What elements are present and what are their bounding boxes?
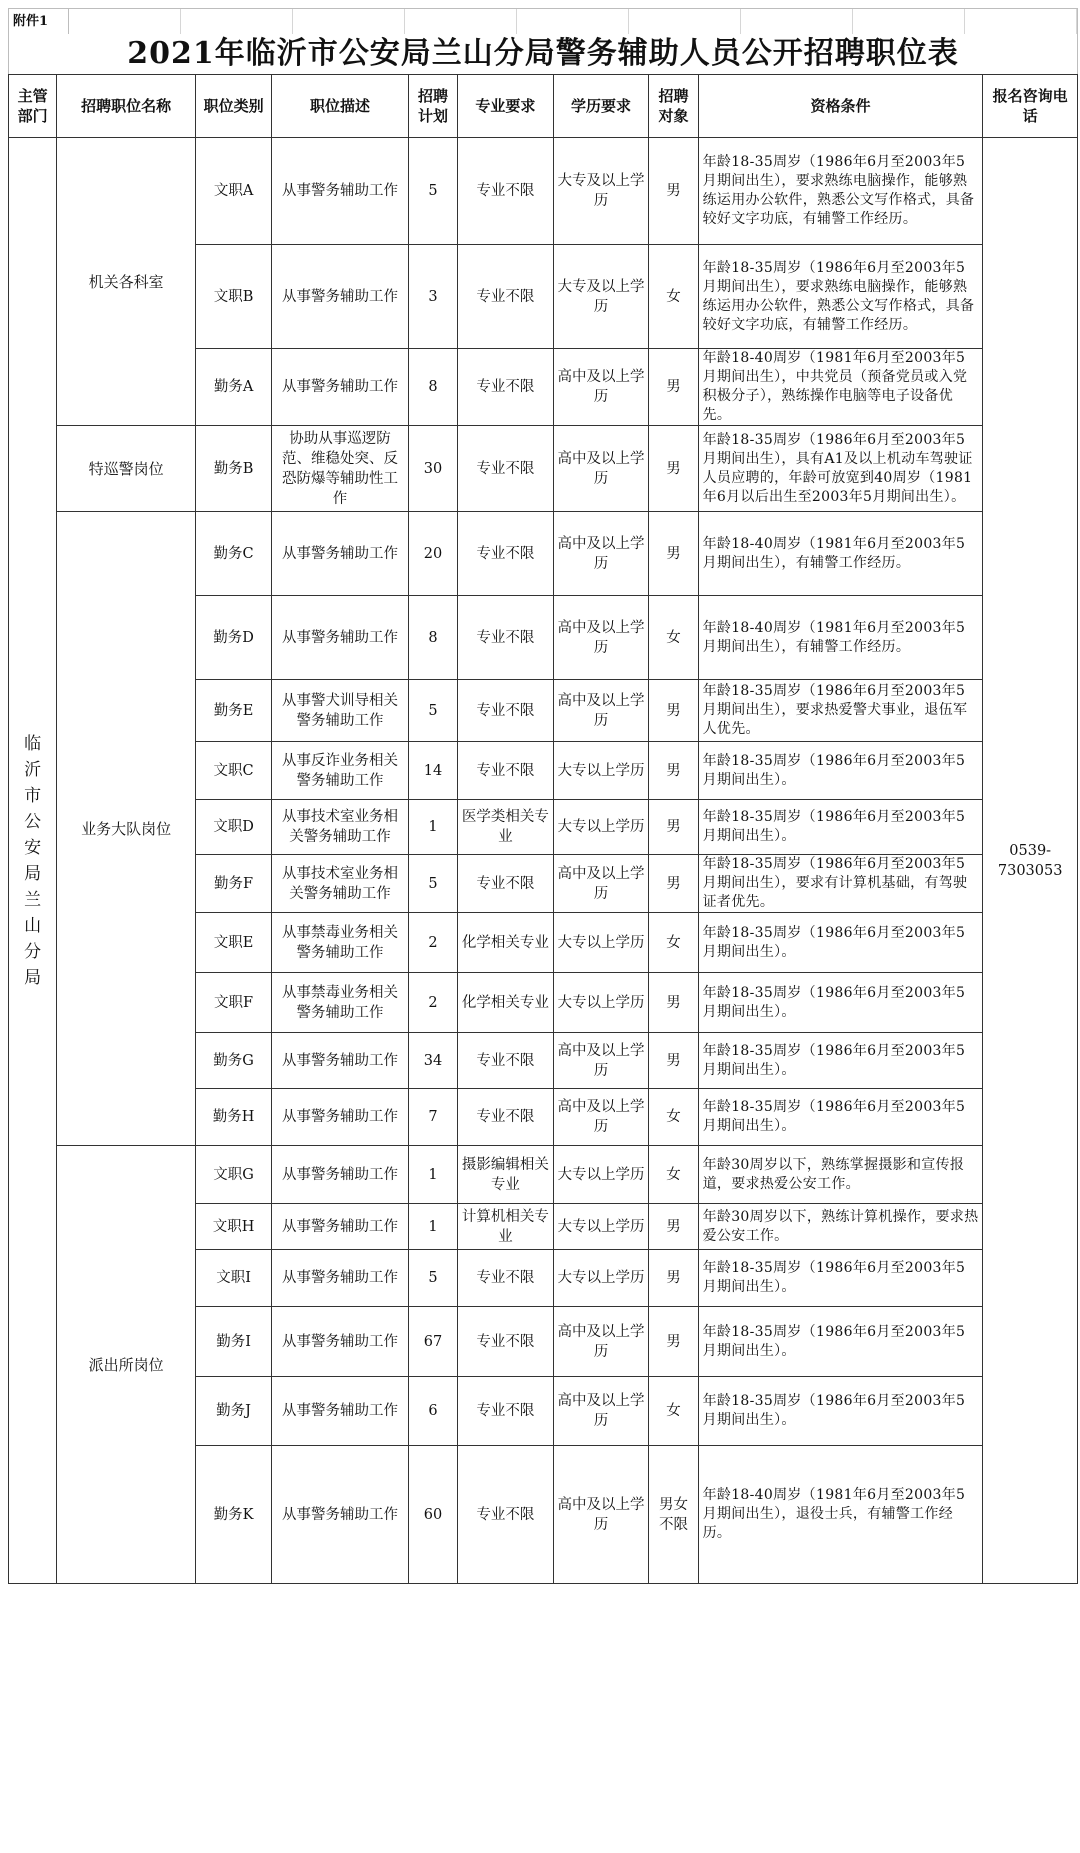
target-cell: 男 [649,1250,698,1307]
major-cell: 专业不限 [458,1250,554,1307]
job-table-sheet [8,8,1078,1584]
qualification-cell: 年龄18-35周岁（1986年6月至2003年5月期间出生）。 [698,913,983,973]
category-cell: 文职I [196,1250,272,1307]
attachment-label: 附件1 [9,9,69,34]
table-row [9,426,1078,512]
description-cell: 从事警务辅助工作 [272,1204,409,1250]
category-cell: 文职B [196,245,272,349]
education-cell: 大专及以上学历 [553,138,649,245]
header-education: 学历要求 [553,75,649,138]
target-cell: 女 [649,245,698,349]
education-cell: 大专以上学历 [553,913,649,973]
major-cell: 计算机相关专业 [458,1204,554,1250]
attachment-row [8,8,1078,34]
target-cell: 女 [649,1146,698,1204]
major-cell: 专业不限 [458,1377,554,1446]
plan-count-cell: 34 [408,1033,457,1089]
qualification-cell: 年龄18-35周岁（1986年6月至2003年5月期间出生），要求有计算机基础，有驾驶证者优先。 [698,855,983,913]
table-row [9,512,1078,596]
header-position-name: 招聘职位名称 [57,75,196,138]
header-category: 职位类别 [196,75,272,138]
education-cell: 高中及以上学历 [553,1307,649,1377]
category-cell: 勤务A [196,349,272,426]
plan-count-cell: 8 [408,349,457,426]
education-cell: 高中及以上学历 [553,1377,649,1446]
grid-cell [853,9,965,34]
major-cell: 专业不限 [458,680,554,742]
education-cell: 高中及以上学历 [553,512,649,596]
plan-count-cell: 1 [408,1146,457,1204]
education-cell: 大专以上学历 [553,1146,649,1204]
category-cell: 文职D [196,800,272,855]
description-cell: 从事警务辅助工作 [272,1089,409,1146]
description-cell: 从事警务辅助工作 [272,1307,409,1377]
category-cell: 勤务J [196,1377,272,1446]
grid-cell [965,9,1077,34]
category-cell: 文职C [196,742,272,800]
education-cell: 高中及以上学历 [553,680,649,742]
description-cell: 从事警务辅助工作 [272,596,409,680]
category-cell: 文职A [196,138,272,245]
target-cell: 男 [649,855,698,913]
target-cell: 女 [649,1377,698,1446]
job-table-body [9,138,1078,1584]
department-cell: 临沂市公安局兰山分局 [9,138,57,1584]
target-cell: 男 [649,138,698,245]
target-cell: 男 [649,1307,698,1377]
target-cell: 男 [649,742,698,800]
category-cell: 勤务H [196,1089,272,1146]
education-cell: 大专以上学历 [553,1250,649,1307]
position-group-cell: 派出所岗位 [57,1146,196,1584]
page-title: 2021年临沂市公安局兰山分局警务辅助人员公开招聘职位表 [8,34,1078,74]
description-cell: 从事警务辅助工作 [272,512,409,596]
header-department: 主管部门 [9,75,57,138]
education-cell: 高中及以上学历 [553,349,649,426]
qualification-cell: 年龄18-35周岁（1986年6月至2003年5月期间出生）。 [698,1250,983,1307]
header-plan: 招聘计划 [408,75,457,138]
job-table [8,74,1078,1584]
education-cell: 高中及以上学历 [553,1033,649,1089]
category-cell: 勤务C [196,512,272,596]
category-cell: 勤务E [196,680,272,742]
qualification-cell: 年龄30周岁以下，熟练计算机操作，要求热爱公安工作。 [698,1204,983,1250]
header-qualification: 资格条件 [698,75,983,138]
grid-cell [405,9,517,34]
category-cell: 勤务B [196,426,272,512]
target-cell: 男 [649,1204,698,1250]
phone-cell: 0539-7303053 [983,138,1078,1584]
description-cell: 从事警务辅助工作 [272,1146,409,1204]
category-cell: 文职E [196,913,272,973]
target-cell: 男 [649,426,698,512]
target-cell: 男 [649,1033,698,1089]
qualification-cell: 年龄18-35周岁（1986年6月至2003年5月期间出生）。 [698,1033,983,1089]
grid-cell [181,9,293,34]
qualification-cell: 年龄18-35周岁（1986年6月至2003年5月期间出生）。 [698,1307,983,1377]
category-cell: 勤务G [196,1033,272,1089]
major-cell: 化学相关专业 [458,973,554,1033]
header-description: 职位描述 [272,75,409,138]
major-cell: 专业不限 [458,1089,554,1146]
header-phone: 报名咨询电话 [983,75,1078,138]
major-cell: 专业不限 [458,349,554,426]
category-cell: 勤务D [196,596,272,680]
category-cell: 文职F [196,973,272,1033]
plan-count-cell: 5 [408,1250,457,1307]
position-group-cell: 特巡警岗位 [57,426,196,512]
qualification-cell: 年龄18-35周岁（1986年6月至2003年5月期间出生）。 [698,1089,983,1146]
major-cell: 专业不限 [458,596,554,680]
target-cell: 女 [649,913,698,973]
major-cell: 医学类相关专业 [458,800,554,855]
target-cell: 男 [649,512,698,596]
education-cell: 高中及以上学历 [553,1446,649,1584]
description-cell: 从事警务辅助工作 [272,1446,409,1584]
grid-cell [741,9,853,34]
table-row [9,1146,1078,1204]
qualification-cell: 年龄18-40周岁（1981年6月至2003年5月期间出生），退役士兵，有辅警工作经历。 [698,1446,983,1584]
target-cell: 男女不限 [649,1446,698,1584]
plan-count-cell: 30 [408,426,457,512]
target-cell: 男 [649,680,698,742]
grid-cell [517,9,629,34]
description-cell: 从事警犬训导相关警务辅助工作 [272,680,409,742]
plan-count-cell: 60 [408,1446,457,1584]
target-cell: 女 [649,596,698,680]
category-cell: 勤务F [196,855,272,913]
plan-count-cell: 8 [408,596,457,680]
target-cell: 女 [649,1089,698,1146]
plan-count-cell: 14 [408,742,457,800]
description-cell: 从事警务辅助工作 [272,1033,409,1089]
education-cell: 高中及以上学历 [553,596,649,680]
major-cell: 专业不限 [458,138,554,245]
qualification-cell: 年龄30周岁以下，熟练掌握摄影和宣传报道，要求热爱公安工作。 [698,1146,983,1204]
education-cell: 高中及以上学历 [553,1089,649,1146]
description-cell: 从事技术室业务相关警务辅助工作 [272,800,409,855]
header-major: 专业要求 [458,75,554,138]
education-cell: 大专以上学历 [553,742,649,800]
qualification-cell: 年龄18-40周岁（1981年6月至2003年5月期间出生），有辅警工作经历。 [698,596,983,680]
plan-count-cell: 3 [408,245,457,349]
major-cell: 专业不限 [458,742,554,800]
plan-count-cell: 2 [408,973,457,1033]
description-cell: 从事警务辅助工作 [272,1250,409,1307]
category-cell: 文职H [196,1204,272,1250]
education-cell: 高中及以上学历 [553,426,649,512]
qualification-cell: 年龄18-35周岁（1986年6月至2003年5月期间出生）。 [698,742,983,800]
major-cell: 专业不限 [458,1307,554,1377]
qualification-cell: 年龄18-35周岁（1986年6月至2003年5月期间出生），要求熟练电脑操作，能够熟练运用办公软件，熟悉公文写作格式，具备较好文字功底，有辅警工作经历。 [698,245,983,349]
qualification-cell: 年龄18-35周岁（1986年6月至2003年5月期间出生）。 [698,973,983,1033]
plan-count-cell: 67 [408,1307,457,1377]
plan-count-cell: 5 [408,138,457,245]
header-row [9,75,1078,138]
education-cell: 高中及以上学历 [553,855,649,913]
plan-count-cell: 2 [408,913,457,973]
description-cell: 从事反诈业务相关警务辅助工作 [272,742,409,800]
category-cell: 勤务I [196,1307,272,1377]
education-cell: 大专以上学历 [553,800,649,855]
qualification-cell: 年龄18-35周岁（1986年6月至2003年5月期间出生），具有A1及以上机动车驾驶证人员应聘的，年龄可放宽到40周岁（1981年6月以后出生至2003年5月期间出生）。 [698,426,983,512]
qualification-cell: 年龄18-35周岁（1986年6月至2003年5月期间出生）。 [698,1377,983,1446]
description-cell: 从事警务辅助工作 [272,1377,409,1446]
description-cell: 从事禁毒业务相关警务辅助工作 [272,973,409,1033]
position-group-cell: 业务大队岗位 [57,512,196,1146]
plan-count-cell: 1 [408,800,457,855]
target-cell: 男 [649,349,698,426]
plan-count-cell: 7 [408,1089,457,1146]
major-cell: 专业不限 [458,245,554,349]
plan-count-cell: 5 [408,855,457,913]
education-cell: 大专以上学历 [553,973,649,1033]
major-cell: 化学相关专业 [458,913,554,973]
plan-count-cell: 20 [408,512,457,596]
education-cell: 大专及以上学历 [553,245,649,349]
major-cell: 专业不限 [458,855,554,913]
major-cell: 专业不限 [458,1033,554,1089]
description-cell: 从事警务辅助工作 [272,245,409,349]
description-cell: 从事警务辅助工作 [272,138,409,245]
plan-count-cell: 5 [408,680,457,742]
major-cell: 专业不限 [458,1446,554,1584]
description-cell: 从事技术室业务相关警务辅助工作 [272,855,409,913]
major-cell: 专业不限 [458,426,554,512]
grid-cell [293,9,405,34]
plan-count-cell: 1 [408,1204,457,1250]
description-cell: 从事警务辅助工作 [272,349,409,426]
description-cell: 协助从事巡逻防范、维稳处突、反恐防爆等辅助性工作 [272,426,409,512]
position-group-cell: 机关各科室 [57,138,196,426]
category-cell: 勤务K [196,1446,272,1584]
category-cell: 文职G [196,1146,272,1204]
header-target: 招聘对象 [649,75,698,138]
education-cell: 大专以上学历 [553,1204,649,1250]
major-cell: 摄影编辑相关专业 [458,1146,554,1204]
qualification-cell: 年龄18-40周岁（1981年6月至2003年5月期间出生），有辅警工作经历。 [698,512,983,596]
description-cell: 从事禁毒业务相关警务辅助工作 [272,913,409,973]
table-row [9,138,1078,245]
target-cell: 男 [649,800,698,855]
grid-cell [629,9,741,34]
major-cell: 专业不限 [458,512,554,596]
qualification-cell: 年龄18-40周岁（1981年6月至2003年5月期间出生），中共党员（预备党员或入党积极分子），熟练操作电脑等电子设备优先。 [698,349,983,426]
target-cell: 男 [649,973,698,1033]
qualification-cell: 年龄18-35周岁（1986年6月至2003年5月期间出生），要求熟练电脑操作，能够熟练运用办公软件，熟悉公文写作格式，具备较好文字功底，有辅警工作经历。 [698,138,983,245]
qualification-cell: 年龄18-35周岁（1986年6月至2003年5月期间出生）。 [698,800,983,855]
qualification-cell: 年龄18-35周岁（1986年6月至2003年5月期间出生），要求热爱警犬事业，退伍军人优先。 [698,680,983,742]
plan-count-cell: 6 [408,1377,457,1446]
grid-cell [69,9,181,34]
